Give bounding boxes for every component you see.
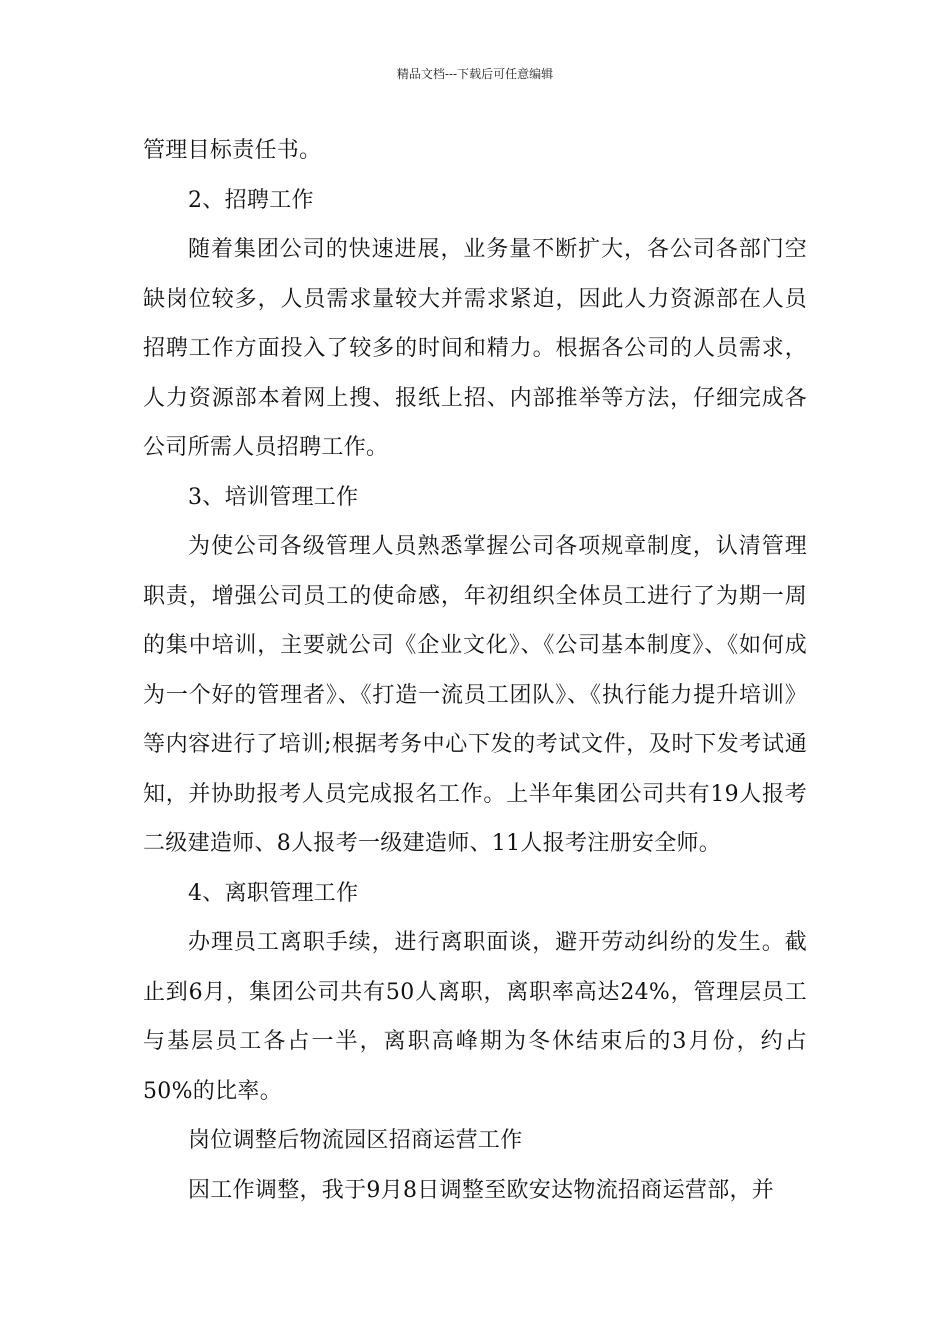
- paragraph-logistics: 因工作调整，我于9月8日调整至欧安达物流招商运营部，并: [188, 1177, 775, 1203]
- paragraph-training: 为使公司各级管理人员熟悉掌握公司各项规章制度，认清管理职责，增强公司员工的使命感，年初组织全体员工进行了为期一周的集中培训，主要就公司《企业文化》、《公司基本制度》、《如何成为一个好的管理者》、《打造一流员工团队》、《执行能力提升培训》等内容进行了培训;根据考务中心下发的考试文件，及时下发考试通知，并协助报考人员完成报名工作。上半年集团公司共有19人报考二级建造师、8人报考一级建造师、11人报考注册安全师。: [143, 534, 807, 856]
- paragraph-resignation: 办理员工离职手续，进行离职面谈，避开劳动纠纷的发生。截止到6月，集团公司共有50人离职，离职率高达24%，管理层员工与基层员工各占一半，离职高峰期为冬休结束后的3月份，约占50%的比率。: [143, 930, 807, 1104]
- heading-recruitment: 2、招聘工作: [188, 187, 314, 213]
- heading-training: 3、培训管理工作: [188, 484, 359, 510]
- paragraph-1: 管理目标责任书。: [143, 138, 322, 163]
- heading-logistics: 岗位调整后物流园区招商运营工作: [188, 1128, 523, 1153]
- heading-resignation: 4、离职管理工作: [188, 880, 359, 906]
- paragraph-recruitment: 随着集团公司的快速进展，业务量不断扩大，各公司各部门空缺岗位较多，人员需求量较大并需求紧迫，因此人力资源部在人员招聘工作方面投入了较多的时间和精力。根据各公司的人员需求，人力资源部本着网上搜、报纸上招、内部推举等方法，仔细完成各公司所需人员招聘工作。: [143, 237, 807, 460]
- document-body: [143, 126, 807, 1215]
- page-header: 精品文档---下载后可任意编辑: [396, 67, 554, 81]
